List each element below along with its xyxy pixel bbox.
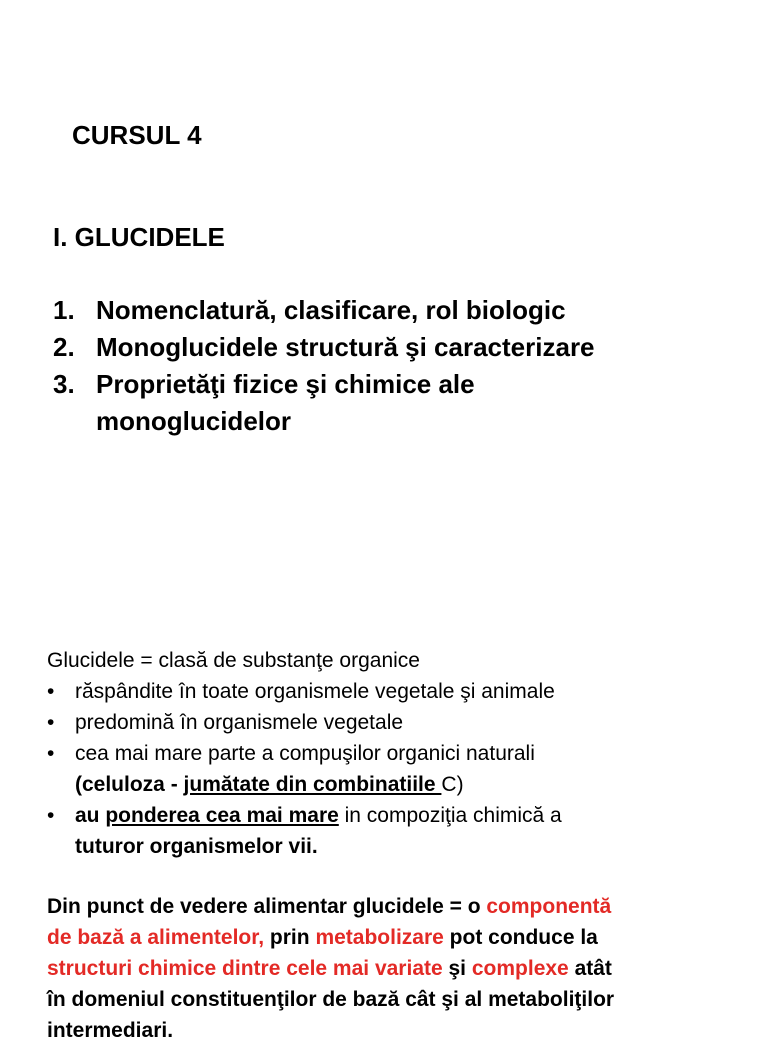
list-item <box>53 292 595 329</box>
highlight-run: metabolizare <box>315 926 444 949</box>
highlight-run: structuri chimice dintre cele mai variate <box>47 957 443 980</box>
nutrition-paragraph <box>47 891 614 1046</box>
paragraph-line: intermediari. <box>47 1019 174 1042</box>
list-number: 2. <box>53 332 75 362</box>
list-item-continuation: monoglucidelor <box>96 406 291 436</box>
paren-open: (celuloza - <box>75 773 184 796</box>
topics-list <box>53 292 595 440</box>
underlined-text: jumătate din combinatiile <box>183 773 442 796</box>
bullet-icon: • <box>47 680 55 703</box>
paragraph-line <box>47 891 614 922</box>
highlight-run: componentă <box>486 895 612 918</box>
bullet-text: predomină în organismele vegetale <box>75 711 404 734</box>
list-item <box>53 366 595 403</box>
bullet-item <box>47 738 747 769</box>
paragraph-line <box>47 922 614 953</box>
bullet-continuation <box>47 769 747 800</box>
bullet-lead: au <box>75 804 106 827</box>
list-text <box>96 329 595 366</box>
text-run: pot conduce la <box>443 926 598 949</box>
list-number: 3. <box>53 369 75 399</box>
bullet-continuation: tuturor organismelor vii. <box>75 835 318 858</box>
text-run: Din punct de vedere alimentar glucidele = o <box>47 895 487 918</box>
list-text-bold: Monoglucidele <box>96 332 286 362</box>
bullet-item <box>47 707 747 738</box>
bullet-icon: • <box>47 711 55 734</box>
list-text: Proprietăţi fizice şi chimice ale <box>96 369 475 399</box>
bullet-text <box>75 800 562 831</box>
section-heading: I. GLUCIDELE <box>53 222 225 252</box>
list-item <box>53 329 595 366</box>
paragraph-line: în domeniul constituenţilor de bază cât şi al metaboliţilor <box>47 988 615 1011</box>
definition-line: Glucidele = clasă de substanţe organice <box>47 649 420 672</box>
list-text: Nomenclatură, clasificare, rol biologic <box>96 295 566 325</box>
bullet-icon: • <box>47 742 55 765</box>
paren-close: C) <box>441 773 464 796</box>
bullet-text: răspândite în toate organismele vegetale şi animale <box>75 680 555 703</box>
bullet-item <box>47 676 747 707</box>
bullet-text: cea mai mare parte a compuşilor organici naturali <box>75 742 535 765</box>
text-run: şi <box>442 957 472 980</box>
text-run: prin <box>264 926 316 949</box>
course-title: CURSUL 4 <box>72 120 202 150</box>
paragraph-line <box>47 953 614 984</box>
highlight-run: complexe <box>471 957 569 980</box>
definition-block <box>47 645 747 862</box>
highlight-run: de bază a alimentelor, <box>47 926 265 949</box>
bullet-item <box>47 800 747 831</box>
bullet-rest: in compoziţia chimică a <box>338 804 562 827</box>
bullet-icon: • <box>47 804 55 827</box>
text-run: atât <box>568 957 612 980</box>
list-text-rest: structură şi caracterizare <box>285 332 595 362</box>
underlined-text: ponderea cea mai mare <box>105 804 339 827</box>
list-number: 1. <box>53 295 75 325</box>
